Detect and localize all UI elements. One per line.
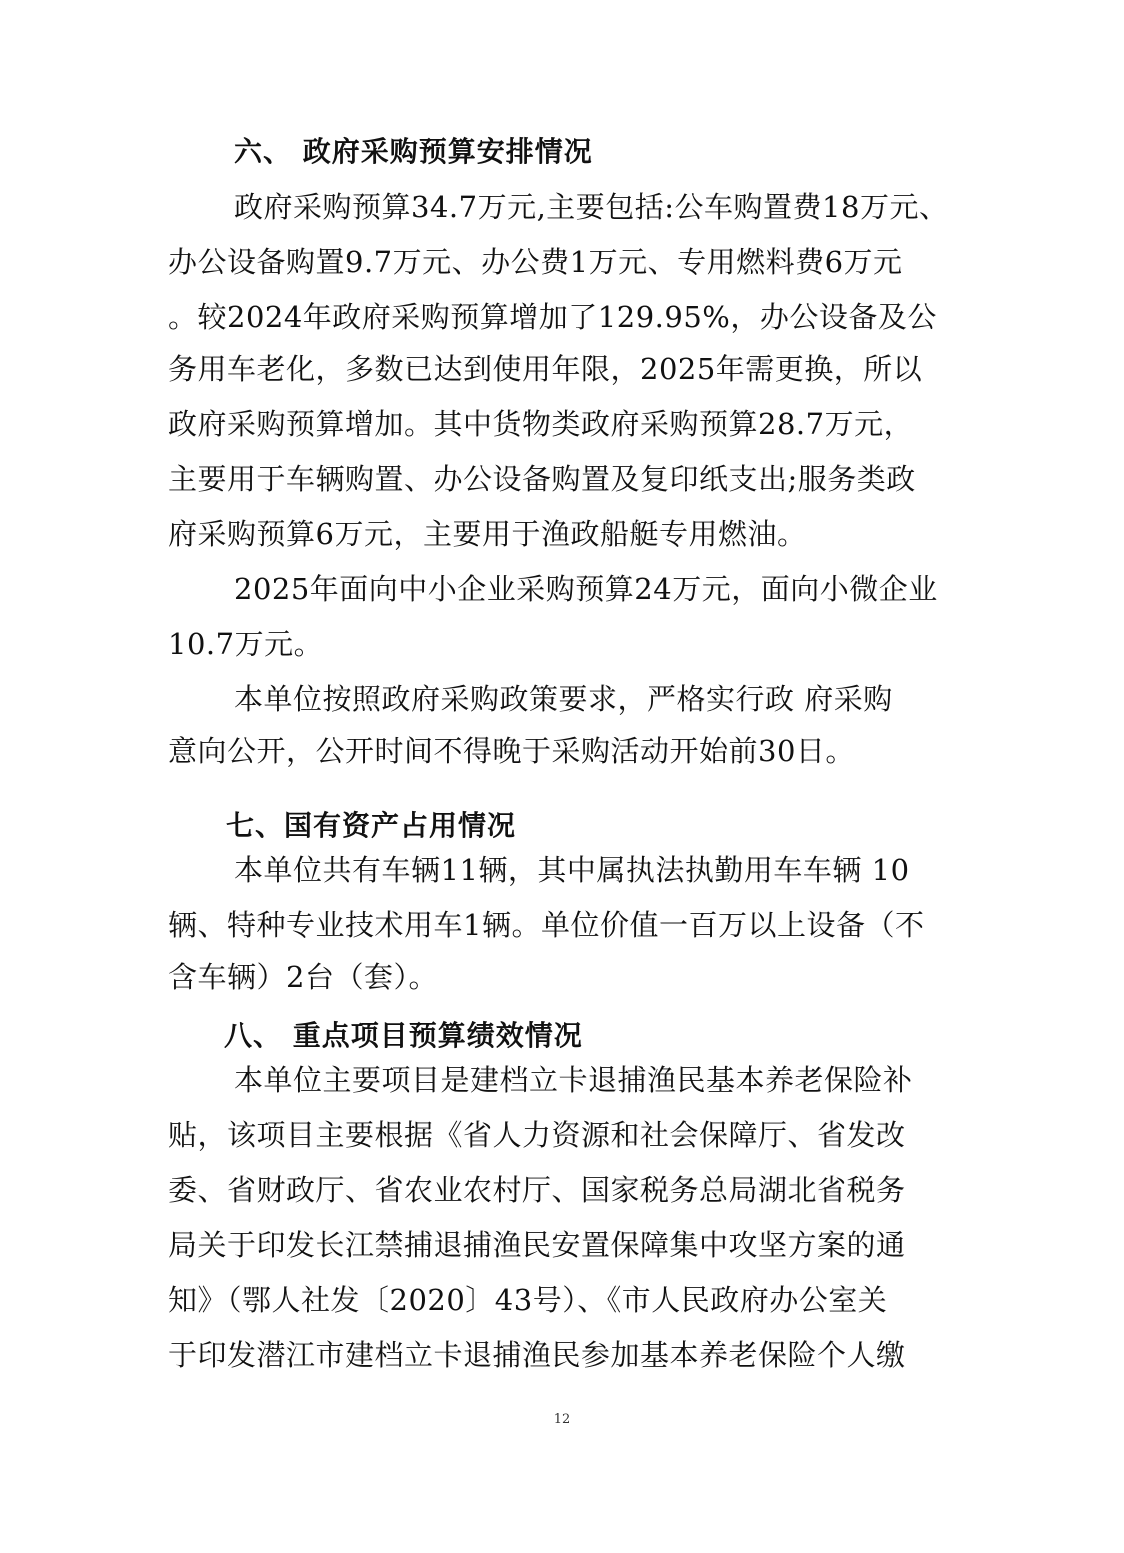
paragraph-line: 政府采购预算增加。其中货物类政府采购预算28.7万元， — [168, 407, 914, 441]
paragraph-line: 办公设备购置9.7万元、办公费1万元、专用燃料费6万元 — [168, 245, 903, 279]
paragraph-line: 本单位按照政府采购政策要求，严格实行政 府采购 — [234, 682, 893, 716]
paragraph-line: 府采购预算6万元，主要用于渔政船艇专用燃油。 — [168, 517, 807, 551]
paragraph-line: 主要用于车辆购置、办公设备购置及复印纸支出;服务类政 — [168, 462, 916, 496]
paragraph-line: 委、省财政厅、省农业农村厅、国家税务总局湖北省税务 — [168, 1173, 906, 1207]
paragraph-line: 。较2024年政府采购预算增加了129.95%，办公设备及公 — [168, 300, 937, 334]
paragraph-line: 务用车老化，多数已达到使用年限，2025年需更换，所以 — [168, 352, 923, 386]
paragraph-line: 含车辆）2台（套）。 — [168, 960, 438, 994]
section-heading-7: 七、国有资产占用情况 — [226, 809, 517, 842]
paragraph-line: 本单位主要项目是建档立卡退捕渔民基本养老保险补 — [234, 1063, 913, 1097]
paragraph-line: 政府采购预算34.7万元,主要包括:公车购置费18万元、 — [234, 190, 949, 224]
section-heading-6: 六、 政府采购预算安排情况 — [234, 135, 593, 168]
paragraph-line: 贴，该项目主要根据《省人力资源和社会保障厅、省发改 — [168, 1118, 906, 1152]
paragraph-line: 于印发潜江市建档立卡退捕渔民参加基本养老保险个人缴 — [168, 1338, 906, 1372]
paragraph-line: 10.7万元。 — [168, 627, 324, 661]
paragraph-line: 本单位共有车辆11辆，其中属执法执勤用车车辆 10 — [234, 853, 910, 887]
paragraph-line: 意向公开，公开时间不得晚于采购活动开始前30日。 — [168, 734, 855, 768]
section-heading-8: 八、 重点项目预算绩效情况 — [224, 1019, 583, 1052]
paragraph-line: 知》（鄂人社发〔2020〕43号）、《市人民政府办公室关 — [168, 1283, 888, 1317]
paragraph-line: 辆、特种专业技术用车1辆。单位价值一百万以上设备（不 — [168, 908, 925, 942]
paragraph-line: 局关于印发长江禁捕退捕渔民安置保障集中攻坚方案的通 — [168, 1228, 906, 1262]
page-number: 12 — [553, 1412, 571, 1427]
paragraph-line: 2025年面向中小企业采购预算24万元，面向小微企业 — [234, 572, 938, 606]
